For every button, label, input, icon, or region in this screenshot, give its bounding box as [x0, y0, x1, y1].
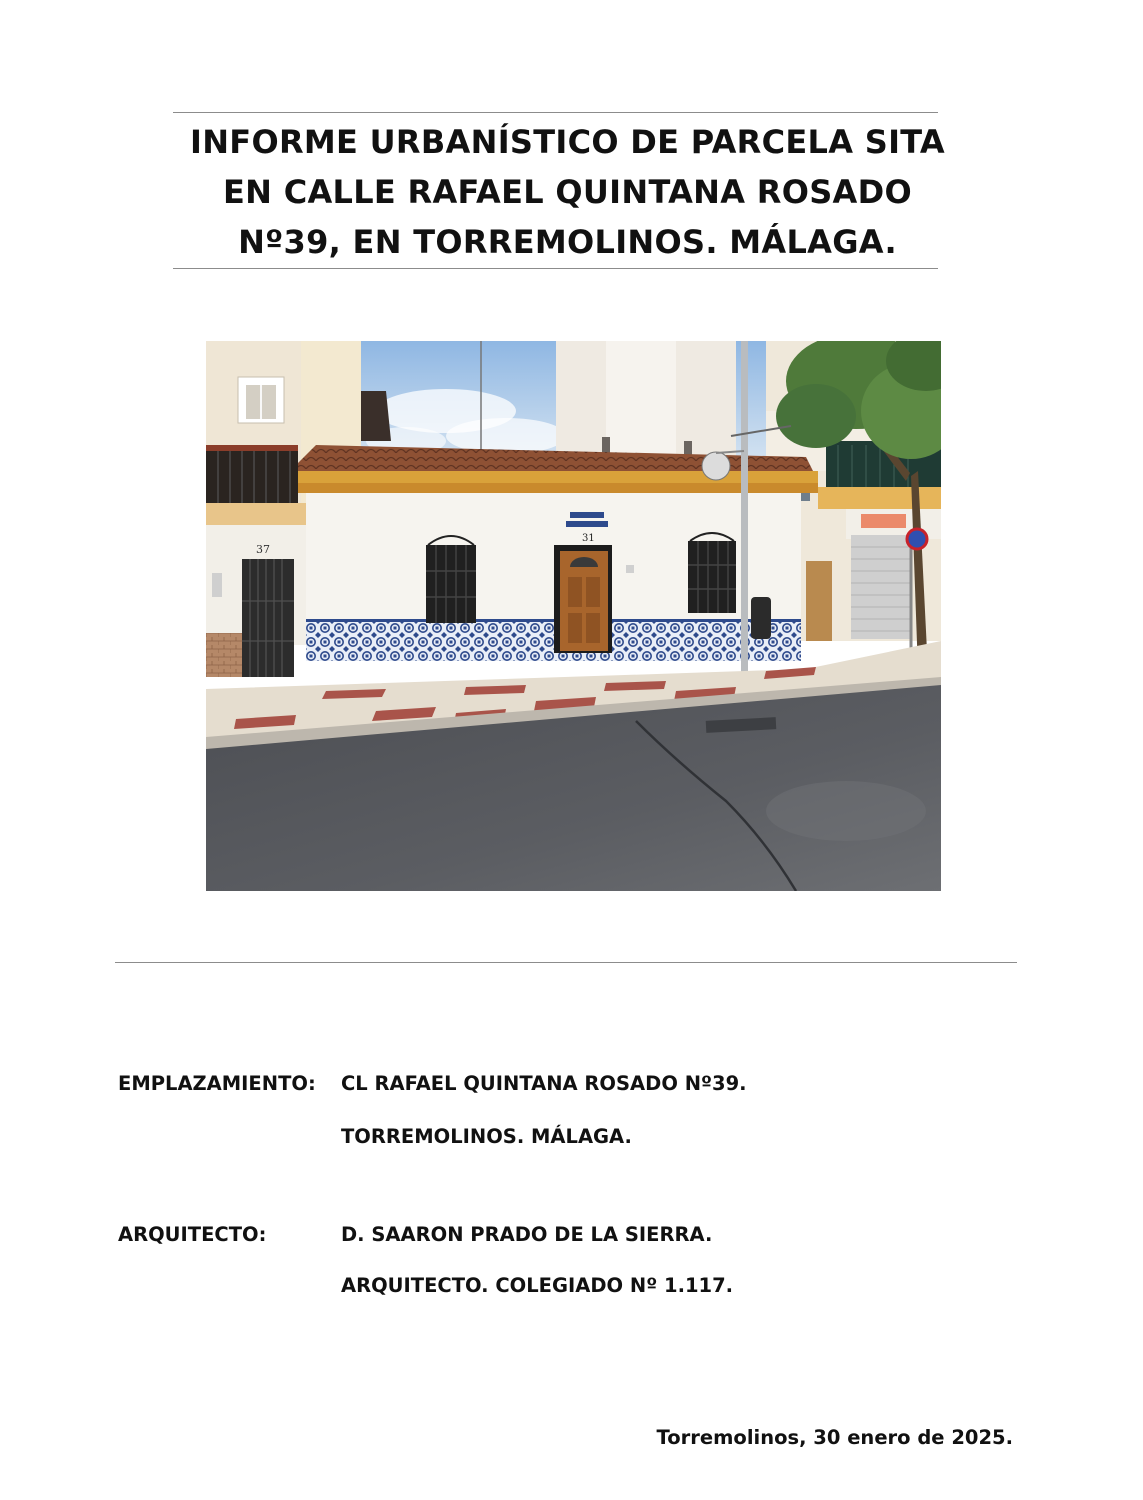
- title-bottom-rule: [173, 268, 938, 269]
- section-divider: [115, 962, 1017, 963]
- title-top-rule: [173, 112, 938, 113]
- arquitecto-colegiado: ARQUITECTO. COLEGIADO Nº 1.117.: [341, 1274, 734, 1297]
- building-facade-photo: [206, 341, 941, 891]
- title-line-3: Nº39, EN TORREMOLINOS. MÁLAGA.: [238, 223, 897, 261]
- document-title: [150, 117, 985, 267]
- arquitecto-label: ARQUITECTO:: [118, 1223, 267, 1246]
- emplazamiento-address: CL RAFAEL QUINTANA ROSADO Nº39.: [341, 1072, 747, 1095]
- signature-date: Torremolinos, 30 enero de 2025.: [656, 1426, 1013, 1449]
- emplazamiento-label: EMPLAZAMIENTO:: [118, 1072, 316, 1095]
- title-line-1: INFORME URBANÍSTICO DE PARCELA SITA: [190, 123, 945, 161]
- house-number-37: 37: [256, 543, 270, 556]
- emplazamiento-city: TORREMOLINOS. MÁLAGA.: [341, 1125, 632, 1148]
- house-number-31: 31: [582, 533, 595, 544]
- arquitecto-name: D. SAARON PRADO DE LA SIERRA.: [341, 1223, 713, 1246]
- title-line-2: EN CALLE RAFAEL QUINTANA ROSADO: [223, 173, 912, 211]
